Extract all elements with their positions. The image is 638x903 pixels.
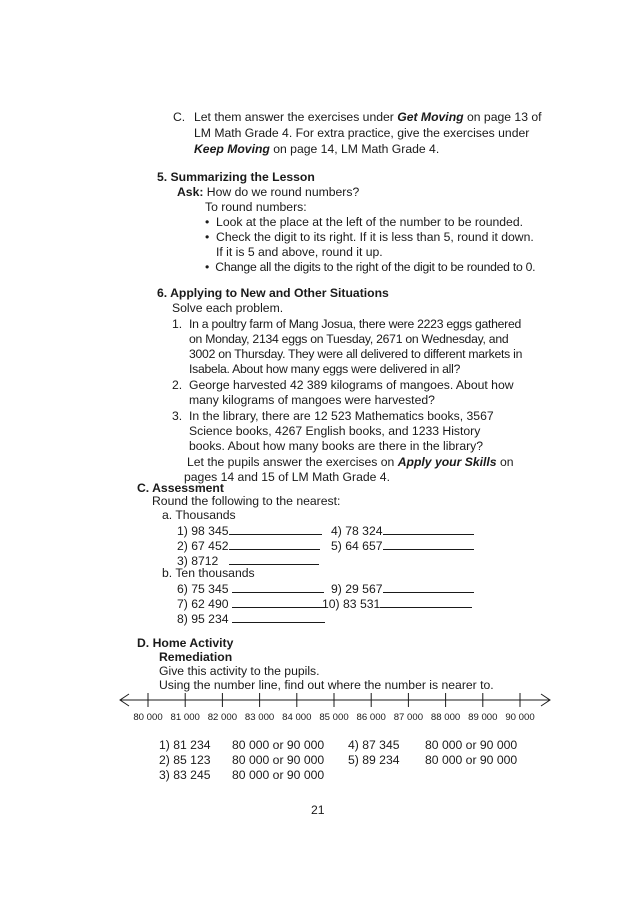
ask-line: Ask: How do we round numbers?: [177, 185, 360, 199]
bullet-2-cont: If it is 5 and above, round it up.: [216, 245, 383, 259]
answer-blank: [383, 538, 474, 550]
remediation-choice: 80 000 or 90 000: [232, 753, 325, 767]
thousands-label: a. Thousands: [162, 508, 236, 522]
answer-blank: [383, 581, 474, 593]
problem-3-num: 3.: [172, 409, 183, 423]
number-line-labels: [133, 712, 534, 723]
intro-line-3: Keep Moving on page 14, LM Math Grade 4.: [194, 142, 440, 156]
number-line-label: 82 000: [207, 712, 238, 723]
intro-line-1: Let them answer the exercises under Get Moving on page 13 of: [194, 110, 542, 124]
remediation-choice: 80 000 or 90 000: [232, 738, 325, 752]
assessment-item: 5) 64 657: [331, 538, 474, 554]
problem-3-line: books. About how many books are there in the library?: [189, 439, 484, 453]
answer-blank: [380, 596, 472, 608]
bullet-3: • Change all the digits to the right of the digit to be rounded to 0.: [205, 260, 536, 274]
remediation-heading: Remediation: [159, 650, 233, 664]
bullet-1: • Look at the place at the left of the number to be rounded.: [205, 215, 523, 229]
remediation-choice: 80 000 or 90 000: [425, 738, 518, 752]
remediation-item: 3) 83 245: [159, 768, 211, 782]
bullet-icon: •: [205, 230, 217, 244]
problem-2-line: George harvested 42 389 kilograms of mangoes. About how: [189, 378, 514, 392]
problem-2-num: 2.: [172, 378, 183, 392]
assessment-item: 1) 98 345: [177, 523, 322, 539]
assessment-item: 9) 29 567: [331, 581, 474, 597]
problem-1-line: 3002 on Thursday. They were all delivered to different markets in: [189, 347, 523, 361]
remediation-item: 4) 87 345: [348, 738, 400, 752]
assessment-item: 4) 78 324: [331, 523, 474, 539]
problem-3-line: In the library, there are 12 523 Mathematics books, 3567: [189, 409, 494, 423]
applying-intro: Solve each problem.: [172, 301, 284, 315]
home-activity-line-1: Give this activity to the pupils.: [159, 664, 320, 678]
assessment-heading: C. Assessment: [137, 481, 224, 495]
answer-blank: [232, 581, 324, 593]
remediation-choice: 80 000 or 90 000: [425, 753, 518, 767]
answer-blank: [229, 553, 319, 565]
problem-2-line: many kilograms of mangoes were harvested?: [189, 393, 435, 407]
rounding-intro: To round numbers:: [205, 200, 307, 214]
apply-skills-emphasis: Apply your Skills: [397, 455, 497, 469]
summarizing-heading: 5. Summarizing the Lesson: [157, 170, 315, 184]
applying-heading: 6. Applying to New and Other Situations: [157, 286, 389, 300]
problem-1-line: In a poultry farm of Mang Josua, there were 2223 eggs gathered: [189, 317, 522, 331]
ten-thousands-label: b. Ten thousands: [162, 566, 255, 580]
home-activity-line-2: Using the number line, find out where the number is nearer to.: [159, 678, 494, 692]
bullet-2: • Check the digit to its right. If it is less than 5, round it down.: [205, 230, 534, 244]
problem-1-line: Isabela. About how many eggs were delivered in all?: [189, 362, 461, 376]
assessment-instruction: Round the following to the nearest:: [152, 494, 341, 508]
answer-blank: [232, 596, 326, 608]
answer-blank: [232, 611, 325, 623]
number-line-label: 83 000: [244, 712, 275, 723]
keep-moving-emphasis: Keep Moving: [194, 142, 270, 156]
ask-label: Ask:: [177, 185, 204, 199]
number-line-label: 81 000: [170, 712, 200, 723]
remediation-item: 5) 89 234: [348, 753, 400, 767]
remediation-choice: 80 000 or 90 000: [232, 768, 325, 782]
assessment-item: 10) 83 531: [322, 596, 472, 612]
answer-blank: [229, 523, 322, 535]
remediation-item: 2) 85 123: [159, 753, 211, 767]
assessment-item: 2) 67 452: [177, 538, 320, 554]
intro-line-2: LM Math Grade 4. For extra practice, give the exercises under: [194, 126, 530, 140]
item-letter: C.: [173, 110, 186, 124]
bullet-icon: •: [205, 215, 217, 229]
number-line-label: 89 000: [468, 712, 498, 723]
home-activity-heading: D. Home Activity: [137, 636, 234, 650]
number-line-label: 88 000: [430, 712, 461, 723]
number-line: [0, 684, 638, 724]
number-line-label: 86 000: [356, 712, 386, 723]
problem-3-line: Science books, 4267 English books, and 1233 History: [189, 424, 481, 438]
applying-closing: Let the pupils answer the exercises on Apply your Skills on: [187, 455, 514, 469]
number-line-label: 84 000: [282, 712, 312, 723]
get-moving-emphasis: Get Moving: [397, 110, 464, 124]
problem-1-line: on Monday, 2134 eggs on Tuesday, 2671 on Wednesday, and: [189, 332, 509, 346]
bullet-icon: •: [205, 260, 216, 274]
number-line-label: 90 000: [505, 712, 535, 723]
assessment-item: 7) 62 490: [177, 596, 326, 612]
number-line-label: 85 000: [319, 712, 349, 723]
assessment-item: 3) 8712: [177, 553, 319, 569]
page-number: 21: [311, 803, 325, 817]
answer-blank: [229, 538, 320, 550]
problem-1-num: 1.: [172, 317, 183, 331]
assessment-item: 6) 75 345: [177, 581, 324, 597]
applying-closing-line-2: pages 14 and 15 of LM Math Grade 4.: [184, 470, 390, 484]
remediation-item: 1) 81 234: [159, 738, 211, 752]
answer-blank: [383, 523, 474, 535]
number-line-label: 87 000: [393, 712, 424, 723]
number-line-label: 80 000: [133, 712, 163, 723]
assessment-item: 8) 95 234: [177, 611, 325, 627]
